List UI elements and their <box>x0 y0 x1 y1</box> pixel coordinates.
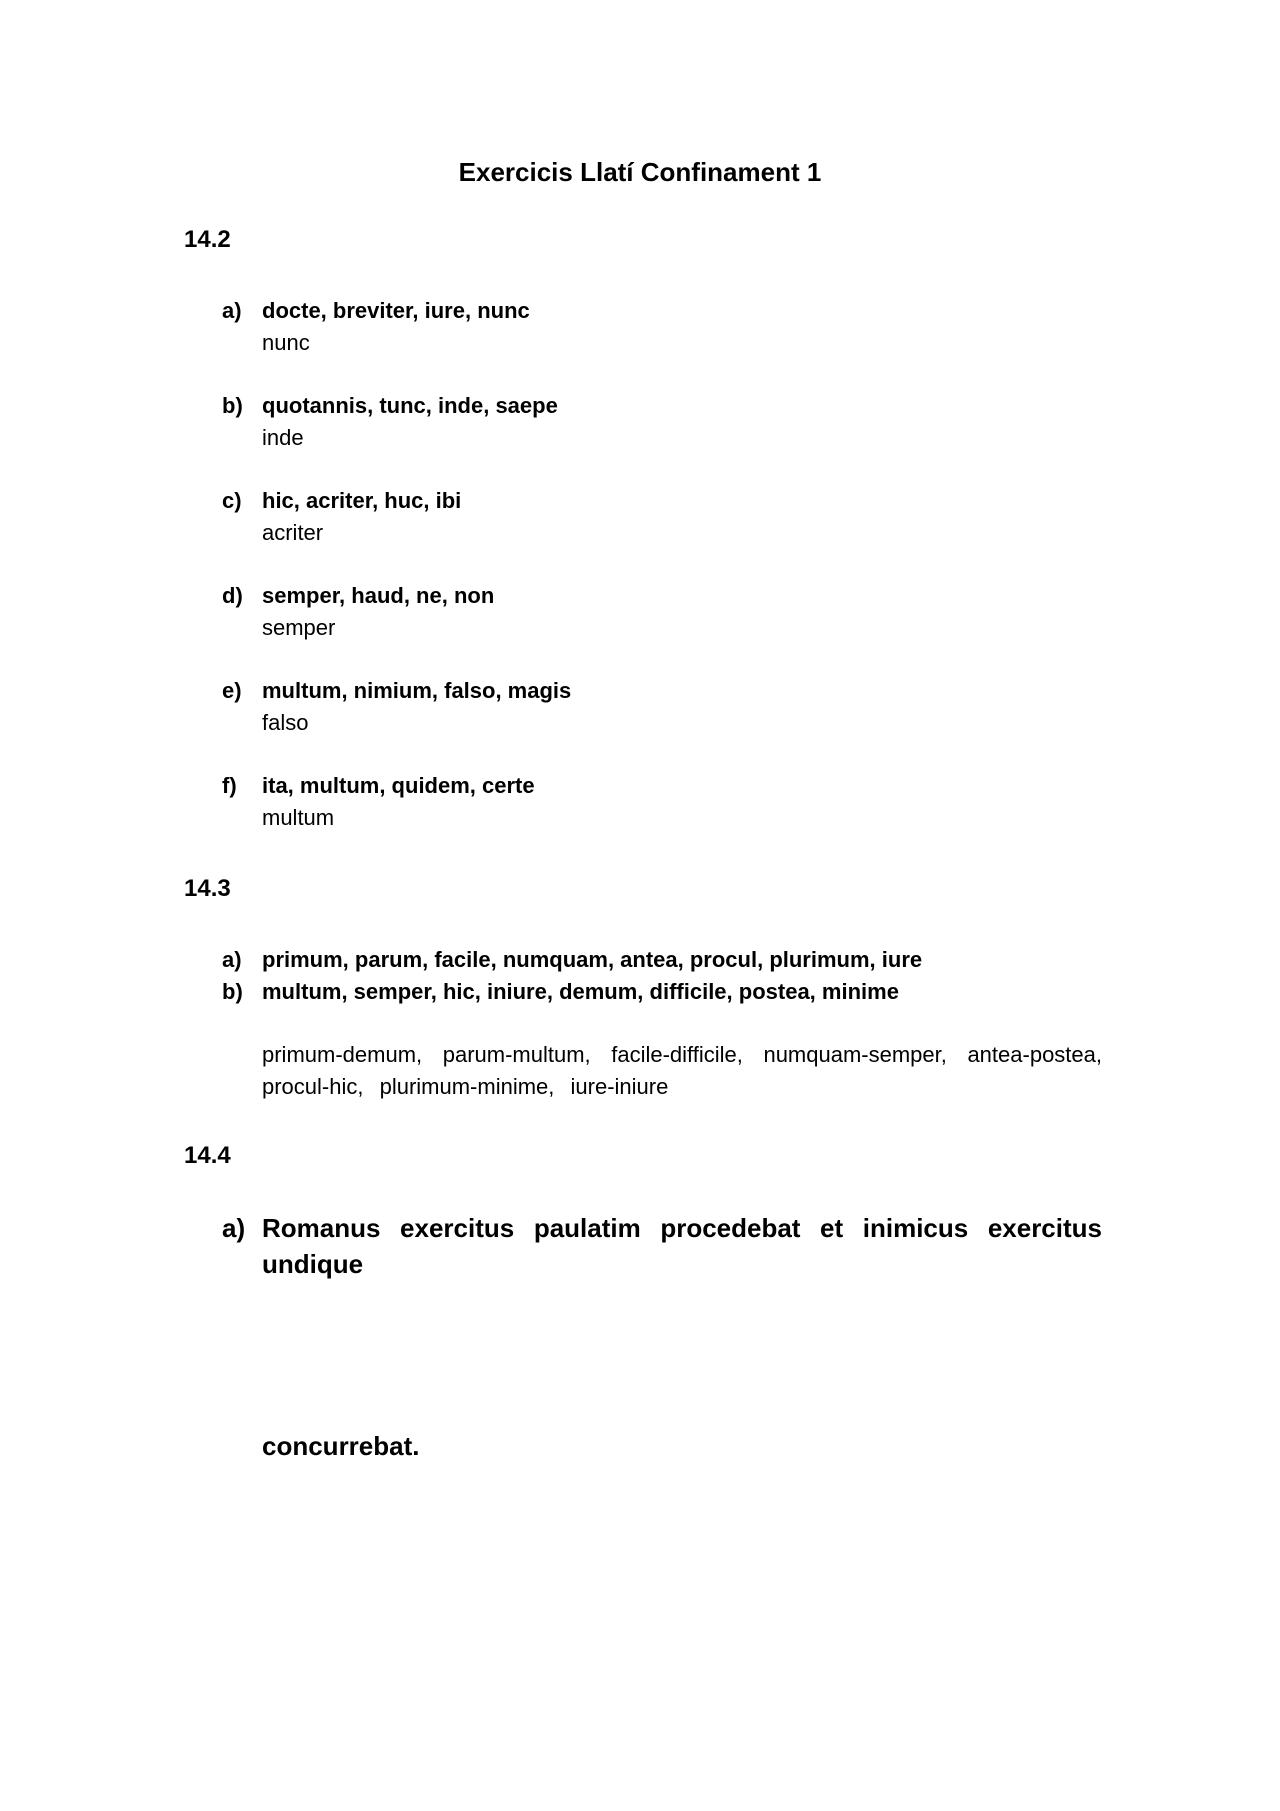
item-question: Romanus exercitus paulatim procedebat et inimicus exercitus undique <box>262 1213 1102 1279</box>
exercise-14-2-c <box>222 485 1102 549</box>
item-marker: a) <box>222 947 242 972</box>
item-question: semper, haud, ne, non <box>262 583 495 608</box>
item-question: ita, multum, quidem, certe <box>262 773 535 798</box>
section-heading-14-4: 14.4 <box>184 1142 231 1169</box>
item-answer: inde <box>262 425 304 450</box>
item-answer: acriter <box>262 520 324 545</box>
exercise-14-2-b <box>222 390 1102 454</box>
item-answer: falso <box>262 710 309 735</box>
pairs-answer: primum-demum, parum-multum, facile-difficile, numquam-semper, antea-postea, procul-hic, plurimum-minime, iure-iniure <box>262 1042 1102 1099</box>
item-question: quotannis, tunc, inde, saepe <box>262 393 558 418</box>
exercise-14-2-e <box>222 675 1102 739</box>
item-marker: d) <box>222 583 243 608</box>
exercise-14-2-a <box>222 295 1102 359</box>
item-question: primum, parum, facile, numquam, antea, procul, plurimum, iure <box>262 947 923 972</box>
item-marker: b) <box>222 393 243 418</box>
exercise-14-2-f <box>222 770 1102 834</box>
exercise-14-2-d <box>222 580 1102 644</box>
item-question: multum, semper, hic, iniure, demum, difficile, postea, minime <box>262 979 899 1004</box>
item-marker: a) <box>222 298 242 323</box>
item-question: hic, acriter, huc, ibi <box>262 488 462 513</box>
item-question: multum, nimium, falso, magis <box>262 678 572 703</box>
item-marker: a) <box>222 1213 246 1243</box>
section-heading-14-2: 14.2 <box>184 226 231 253</box>
item-answer: nunc <box>262 330 310 355</box>
exercise-14-3-b <box>222 976 1102 1008</box>
item-question: docte, breviter, iure, nunc <box>262 298 530 323</box>
item-answer: semper <box>262 615 336 640</box>
section-heading-14-3: 14.3 <box>184 875 231 902</box>
exercise-14-4-a <box>222 1210 1102 1282</box>
item-marker: c) <box>222 488 242 513</box>
item-marker: b) <box>222 979 243 1004</box>
item-marker: f) <box>222 773 237 798</box>
sentence-continuation: concurrebat. <box>262 1431 420 1461</box>
item-answer: multum <box>262 805 335 830</box>
item-marker: e) <box>222 678 242 703</box>
exercise-14-3-a <box>222 944 1102 976</box>
document-title: Exercicis Llatí Confinament 1 <box>458 157 822 187</box>
